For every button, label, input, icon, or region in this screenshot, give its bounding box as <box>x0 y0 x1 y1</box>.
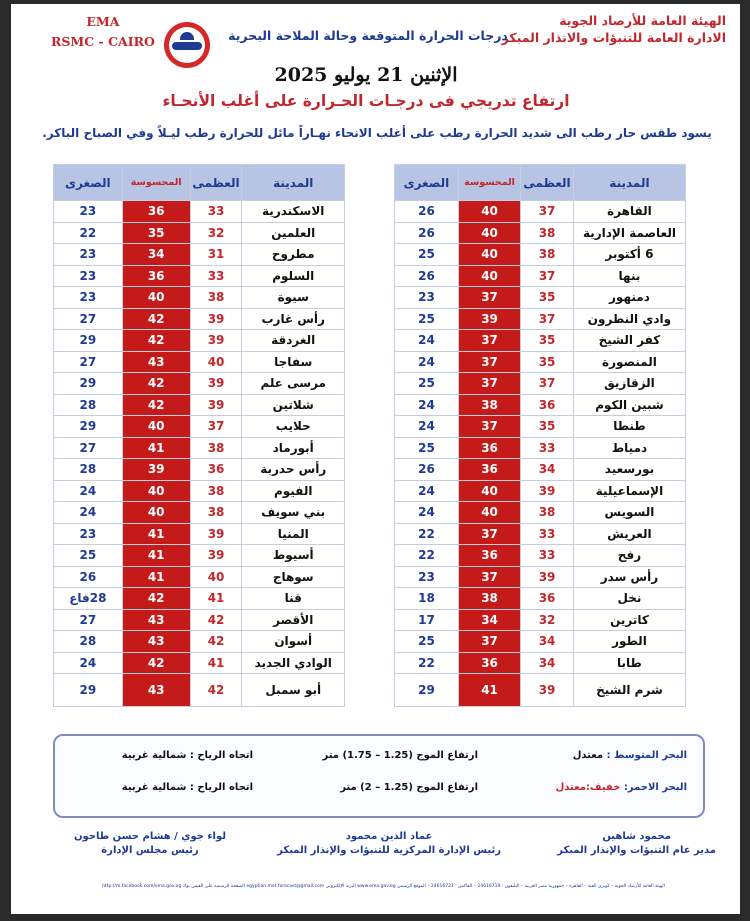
red-sea-label: البحر الاحمر: خفيف:معتدل <box>555 782 687 793</box>
bulletin-page <box>11 4 740 914</box>
city-cell: دمياط <box>573 437 685 459</box>
col-max: العظمى <box>521 165 574 201</box>
med-sea-state: معتدل <box>572 750 604 761</box>
min-cell: 27 <box>54 437 123 459</box>
table-row <box>395 609 686 631</box>
city-cell: كاترين <box>573 609 685 631</box>
min-cell: 23 <box>54 523 123 545</box>
feels-cell: 42 <box>122 588 190 610</box>
max-cell: 38 <box>521 244 574 266</box>
min-cell: 22 <box>395 545 459 567</box>
table-row <box>395 201 686 223</box>
table-row <box>395 566 686 588</box>
min-cell: 29 <box>54 674 123 707</box>
col-max: العظمى <box>190 165 242 201</box>
city-cell: سوهاج <box>242 566 345 588</box>
feels-cell: 37 <box>458 566 520 588</box>
weather-description: يسود طقس حار رطب الى شديد الحرارة رطب على أغلب الانحاء نهـاراً مائل للحرارة رطب ليـلاً وفي الصباح الباكر. <box>42 126 712 140</box>
bulletin-date: الإثنين 21 يوليو 2025 <box>274 64 458 86</box>
max-cell: 33 <box>521 523 574 545</box>
min-cell: 22 <box>395 652 459 674</box>
city-cell: الوادي الجديد <box>242 652 345 674</box>
min-cell: 27 <box>54 351 123 373</box>
max-cell: 37 <box>521 308 574 330</box>
min-cell: 22 <box>395 523 459 545</box>
max-cell: 41 <box>190 652 242 674</box>
signature-1-title: مدير عام التنبؤات والإنذار المبكر <box>557 845 716 856</box>
rsmc-code: RSMC - CAIRO <box>51 34 155 49</box>
signature-3-name: لواء جوي / هشام حسن طاحون <box>73 831 226 842</box>
max-cell: 32 <box>190 222 242 244</box>
table-row <box>395 652 686 674</box>
sea-conditions-box <box>53 734 705 818</box>
city-cell: الفيوم <box>242 480 345 502</box>
feels-cell: 40 <box>458 244 520 266</box>
max-cell: 36 <box>190 459 242 481</box>
department-name: الادارة العامة للتنبؤات والانذار المبكر <box>501 30 726 45</box>
city-cell: العلمين <box>242 222 345 244</box>
footer-contact: الهيئة العامة للأرصاد الجوية – كوبري القبة – القاهرة – جمهورية مصر العربية – التليفون : 24616719 – الفاكس : 24616721 – الموقع الرسمي www.ema.gov.eg البريد الإلكتروني egyptian.met.forecast@gmail.com الصفحة الرسمية على الفيس بوك http://m.facebook.com/ema.gov.eg <box>102 884 665 889</box>
max-cell: 34 <box>521 631 574 653</box>
min-cell: 23 <box>54 265 123 287</box>
max-cell: 33 <box>190 265 242 287</box>
headline: ارتفاع تدريجي فى درجـات الحـرارة على أغلب الأنحـاء <box>162 92 570 110</box>
max-cell: 35 <box>521 330 574 352</box>
min-cell: 26 <box>54 566 123 588</box>
feels-cell: 42 <box>122 308 190 330</box>
table-row <box>54 480 345 502</box>
feels-cell: 41 <box>122 566 190 588</box>
city-cell: أسوان <box>242 631 345 653</box>
max-cell: 32 <box>521 609 574 631</box>
max-cell: 36 <box>521 588 574 610</box>
feels-cell: 40 <box>122 502 190 524</box>
max-cell: 34 <box>521 652 574 674</box>
city-cell: رأس غارب <box>242 308 345 330</box>
table-row <box>54 437 345 459</box>
max-cell: 31 <box>190 244 242 266</box>
max-cell: 40 <box>190 351 242 373</box>
feels-cell: 42 <box>122 652 190 674</box>
city-cell: أبو سمبل <box>242 674 345 707</box>
max-cell: 40 <box>190 566 242 588</box>
min-cell: 28 <box>54 631 123 653</box>
city-cell: شلاتين <box>242 394 345 416</box>
city-cell: الغردقة <box>242 330 345 352</box>
city-cell: السويس <box>573 502 685 524</box>
max-cell: 38 <box>190 502 242 524</box>
table-row <box>54 523 345 545</box>
feels-cell: 37 <box>458 330 520 352</box>
feels-cell: 40 <box>122 416 190 438</box>
max-cell: 42 <box>190 609 242 631</box>
min-cell: 25 <box>395 308 459 330</box>
city-cell: وادي النطرون <box>573 308 685 330</box>
table-row <box>395 545 686 567</box>
table-row <box>395 394 686 416</box>
col-min: الصغرى <box>395 165 459 201</box>
city-cell: الأقصر <box>242 609 345 631</box>
table-row <box>54 222 345 244</box>
feels-cell: 42 <box>122 394 190 416</box>
min-cell: 24 <box>54 652 123 674</box>
feels-cell: 37 <box>458 631 520 653</box>
max-cell: 38 <box>521 222 574 244</box>
min-cell: 25 <box>395 631 459 653</box>
city-cell: دمنهور <box>573 287 685 309</box>
city-cell: الزقازيق <box>573 373 685 395</box>
ema-logo-icon <box>164 22 210 68</box>
table-header-row <box>54 165 345 201</box>
feels-cell: 40 <box>458 502 520 524</box>
city-cell: سيوة <box>242 287 345 309</box>
min-cell: 25 <box>395 244 459 266</box>
max-cell: 34 <box>521 459 574 481</box>
table-row <box>54 588 345 610</box>
table-row <box>54 502 345 524</box>
header-authority <box>502 12 726 46</box>
max-cell: 33 <box>190 201 242 223</box>
city-cell: بني سويف <box>242 502 345 524</box>
ema-code: EMA <box>86 14 120 29</box>
col-feels: المحسوسة <box>122 165 190 201</box>
table-row <box>395 588 686 610</box>
min-cell: 18 <box>395 588 459 610</box>
max-cell: 41 <box>190 588 242 610</box>
city-cell: نخل <box>573 588 685 610</box>
min-cell: 24 <box>395 416 459 438</box>
table-row <box>54 373 345 395</box>
col-city: المدينة <box>573 165 685 201</box>
min-cell: 22 <box>54 222 123 244</box>
city-cell: شرم الشيخ <box>573 674 685 707</box>
max-cell: 39 <box>190 373 242 395</box>
feels-cell: 36 <box>458 437 520 459</box>
table-row <box>54 459 345 481</box>
min-cell: 23 <box>395 287 459 309</box>
max-cell: 39 <box>190 545 242 567</box>
min-cell: 23 <box>395 566 459 588</box>
red-sea-wave: ارتفاع الموج (1.25 – 2) متر <box>340 782 478 793</box>
city-cell: الإسماعيلية <box>573 480 685 502</box>
min-cell: 25 <box>54 545 123 567</box>
table-row <box>395 631 686 653</box>
table-row <box>395 523 686 545</box>
city-cell: الطور <box>573 631 685 653</box>
min-cell: 25 <box>395 373 459 395</box>
feels-cell: 36 <box>122 265 190 287</box>
table-row <box>54 566 345 588</box>
table-row <box>54 631 345 653</box>
feels-cell: 38 <box>458 394 520 416</box>
feels-cell: 36 <box>458 652 520 674</box>
max-cell: 37 <box>521 373 574 395</box>
table-row <box>395 502 686 524</box>
max-cell: 42 <box>190 631 242 653</box>
feels-cell: 40 <box>458 480 520 502</box>
feels-cell: 37 <box>458 351 520 373</box>
table-row <box>395 416 686 438</box>
feels-cell: 42 <box>122 373 190 395</box>
header-codes <box>51 12 155 52</box>
red-sea-wind: اتجاه الرياح : شمالية غربية <box>121 782 253 793</box>
city-cell: السلوم <box>242 265 345 287</box>
table-header-row <box>395 165 686 201</box>
max-cell: 38 <box>190 437 242 459</box>
feels-cell: 34 <box>458 609 520 631</box>
city-cell: 6 أكتوبر <box>573 244 685 266</box>
feels-cell: 43 <box>122 609 190 631</box>
city-cell: مرسى علم <box>242 373 345 395</box>
city-cell: أسيوط <box>242 545 345 567</box>
table-row <box>395 674 686 707</box>
max-cell: 39 <box>190 330 242 352</box>
max-cell: 37 <box>521 265 574 287</box>
table-row <box>54 545 345 567</box>
max-cell: 38 <box>190 287 242 309</box>
max-cell: 39 <box>521 674 574 707</box>
feels-cell: 41 <box>122 523 190 545</box>
feels-cell: 37 <box>458 416 520 438</box>
feels-cell: 40 <box>458 222 520 244</box>
feels-cell: 37 <box>458 373 520 395</box>
city-cell: حلايب <box>242 416 345 438</box>
min-cell: 17 <box>395 609 459 631</box>
feels-cell: 43 <box>122 674 190 707</box>
right-city-table <box>394 164 686 707</box>
min-cell: 25 <box>395 437 459 459</box>
col-city: المدينة <box>242 165 345 201</box>
feels-cell: 39 <box>122 459 190 481</box>
min-cell: 26 <box>395 265 459 287</box>
feels-cell: 40 <box>122 480 190 502</box>
city-cell: العاصمة الإدارية <box>573 222 685 244</box>
min-cell: 27 <box>54 609 123 631</box>
max-cell: 38 <box>521 502 574 524</box>
min-cell: 27 <box>54 308 123 330</box>
table-row <box>395 480 686 502</box>
city-cell: القاهرة <box>573 201 685 223</box>
min-cell: 29 <box>54 373 123 395</box>
city-cell: قنا <box>242 588 345 610</box>
col-min: الصغرى <box>54 165 123 201</box>
table-row <box>54 416 345 438</box>
col-feels: المحسوسة <box>458 165 520 201</box>
city-cell: سفاجا <box>242 351 345 373</box>
feels-cell: 40 <box>458 265 520 287</box>
max-cell: 35 <box>521 416 574 438</box>
max-cell: 35 <box>521 351 574 373</box>
table-row <box>54 287 345 309</box>
table-row <box>395 351 686 373</box>
signature-1 <box>557 830 716 858</box>
signature-3 <box>74 830 226 858</box>
feels-cell: 40 <box>122 287 190 309</box>
min-cell: 24 <box>395 330 459 352</box>
city-cell: الاسكندرية <box>242 201 345 223</box>
left-city-table <box>53 164 345 707</box>
signature-2-name: عماد الدين محمود <box>345 831 433 842</box>
max-cell: 35 <box>521 287 574 309</box>
med-sea-wind: اتجاه الرياح : شمالية غربية <box>121 750 253 761</box>
city-cell: رفح <box>573 545 685 567</box>
signature-3-title: رئيس مجلس الإدارة <box>101 845 199 856</box>
city-cell: العريش <box>573 523 685 545</box>
table-row <box>54 201 345 223</box>
city-cell: أبورماد <box>242 437 345 459</box>
min-cell: 28 <box>54 459 123 481</box>
city-cell: بنها <box>573 265 685 287</box>
min-cell: 24 <box>395 480 459 502</box>
min-cell: 24 <box>395 351 459 373</box>
city-cell: رأس سدر <box>573 566 685 588</box>
feels-cell: 41 <box>122 545 190 567</box>
feels-cell: 35 <box>122 222 190 244</box>
table-row <box>54 308 345 330</box>
min-cell: 26 <box>395 201 459 223</box>
max-cell: 33 <box>521 437 574 459</box>
table-row <box>395 265 686 287</box>
min-cell: 23 <box>54 244 123 266</box>
feels-cell: 37 <box>458 287 520 309</box>
min-cell: 24 <box>54 480 123 502</box>
table-row <box>54 330 345 352</box>
max-cell: 37 <box>521 201 574 223</box>
table-row <box>395 437 686 459</box>
min-cell: 29 <box>395 674 459 707</box>
max-cell: 39 <box>190 394 242 416</box>
min-cell: 23 <box>54 287 123 309</box>
table-row <box>395 222 686 244</box>
feels-cell: 43 <box>122 631 190 653</box>
city-cell: مطروح <box>242 244 345 266</box>
red-sea-state: خفيف:معتدل <box>555 782 621 793</box>
city-cell: شبين الكوم <box>573 394 685 416</box>
max-cell: 39 <box>521 566 574 588</box>
feels-cell: 43 <box>122 351 190 373</box>
min-cell: 28 <box>54 394 123 416</box>
table-row <box>54 674 345 707</box>
city-cell: المنيا <box>242 523 345 545</box>
feels-cell: 36 <box>122 201 190 223</box>
feels-cell: 36 <box>458 545 520 567</box>
feels-cell: 41 <box>122 437 190 459</box>
med-sea-wave: ارتفاع الموج (1.25 – 1.75) متر <box>322 750 478 761</box>
feels-cell: 34 <box>122 244 190 266</box>
signature-1-name: محمود شاهين <box>602 831 671 842</box>
max-cell: 38 <box>190 480 242 502</box>
min-cell: 24 <box>54 502 123 524</box>
min-cell: 24 <box>395 394 459 416</box>
authority-name: الهيئة العامة للأرصاد الجوية <box>559 13 726 28</box>
table-row <box>395 244 686 266</box>
city-cell: المنصورة <box>573 351 685 373</box>
city-cell: رأس حدربة <box>242 459 345 481</box>
city-cell: كفر الشيخ <box>573 330 685 352</box>
min-cell: 23 <box>54 201 123 223</box>
city-cell: طنطا <box>573 416 685 438</box>
table-row <box>395 287 686 309</box>
table-row <box>54 351 345 373</box>
max-cell: 39 <box>190 523 242 545</box>
min-cell: 26 <box>395 459 459 481</box>
min-cell: 26 <box>395 222 459 244</box>
max-cell: 39 <box>190 308 242 330</box>
min-cell: 29 <box>54 416 123 438</box>
min-cell: 29 <box>54 330 123 352</box>
table-row <box>395 459 686 481</box>
max-cell: 33 <box>521 545 574 567</box>
min-cell: 28فاع <box>54 588 123 610</box>
table-row <box>54 609 345 631</box>
med-sea-label: البحر المتوسط : معتدل <box>572 750 687 761</box>
table-row <box>395 308 686 330</box>
table-row <box>54 265 345 287</box>
report-title: درجات الحرارة المتوقعة وحالة الملاحة البحرية <box>228 28 508 43</box>
feels-cell: 41 <box>458 674 520 707</box>
table-row <box>54 652 345 674</box>
feels-cell: 37 <box>458 523 520 545</box>
signature-2-title: رئيس الإدارة المركزية للتنبؤات والإنذار المبكر <box>277 845 501 856</box>
table-row <box>395 373 686 395</box>
max-cell: 39 <box>521 480 574 502</box>
feels-cell: 39 <box>458 308 520 330</box>
feels-cell: 36 <box>458 459 520 481</box>
feels-cell: 40 <box>458 201 520 223</box>
table-row <box>54 394 345 416</box>
feels-cell: 42 <box>122 330 190 352</box>
city-cell: بورسعيد <box>573 459 685 481</box>
min-cell: 24 <box>395 502 459 524</box>
feels-cell: 38 <box>458 588 520 610</box>
city-cell: طابا <box>573 652 685 674</box>
max-cell: 37 <box>190 416 242 438</box>
max-cell: 42 <box>190 674 242 707</box>
table-row <box>395 330 686 352</box>
table-row <box>54 244 345 266</box>
max-cell: 36 <box>521 394 574 416</box>
signature-2 <box>277 830 501 858</box>
